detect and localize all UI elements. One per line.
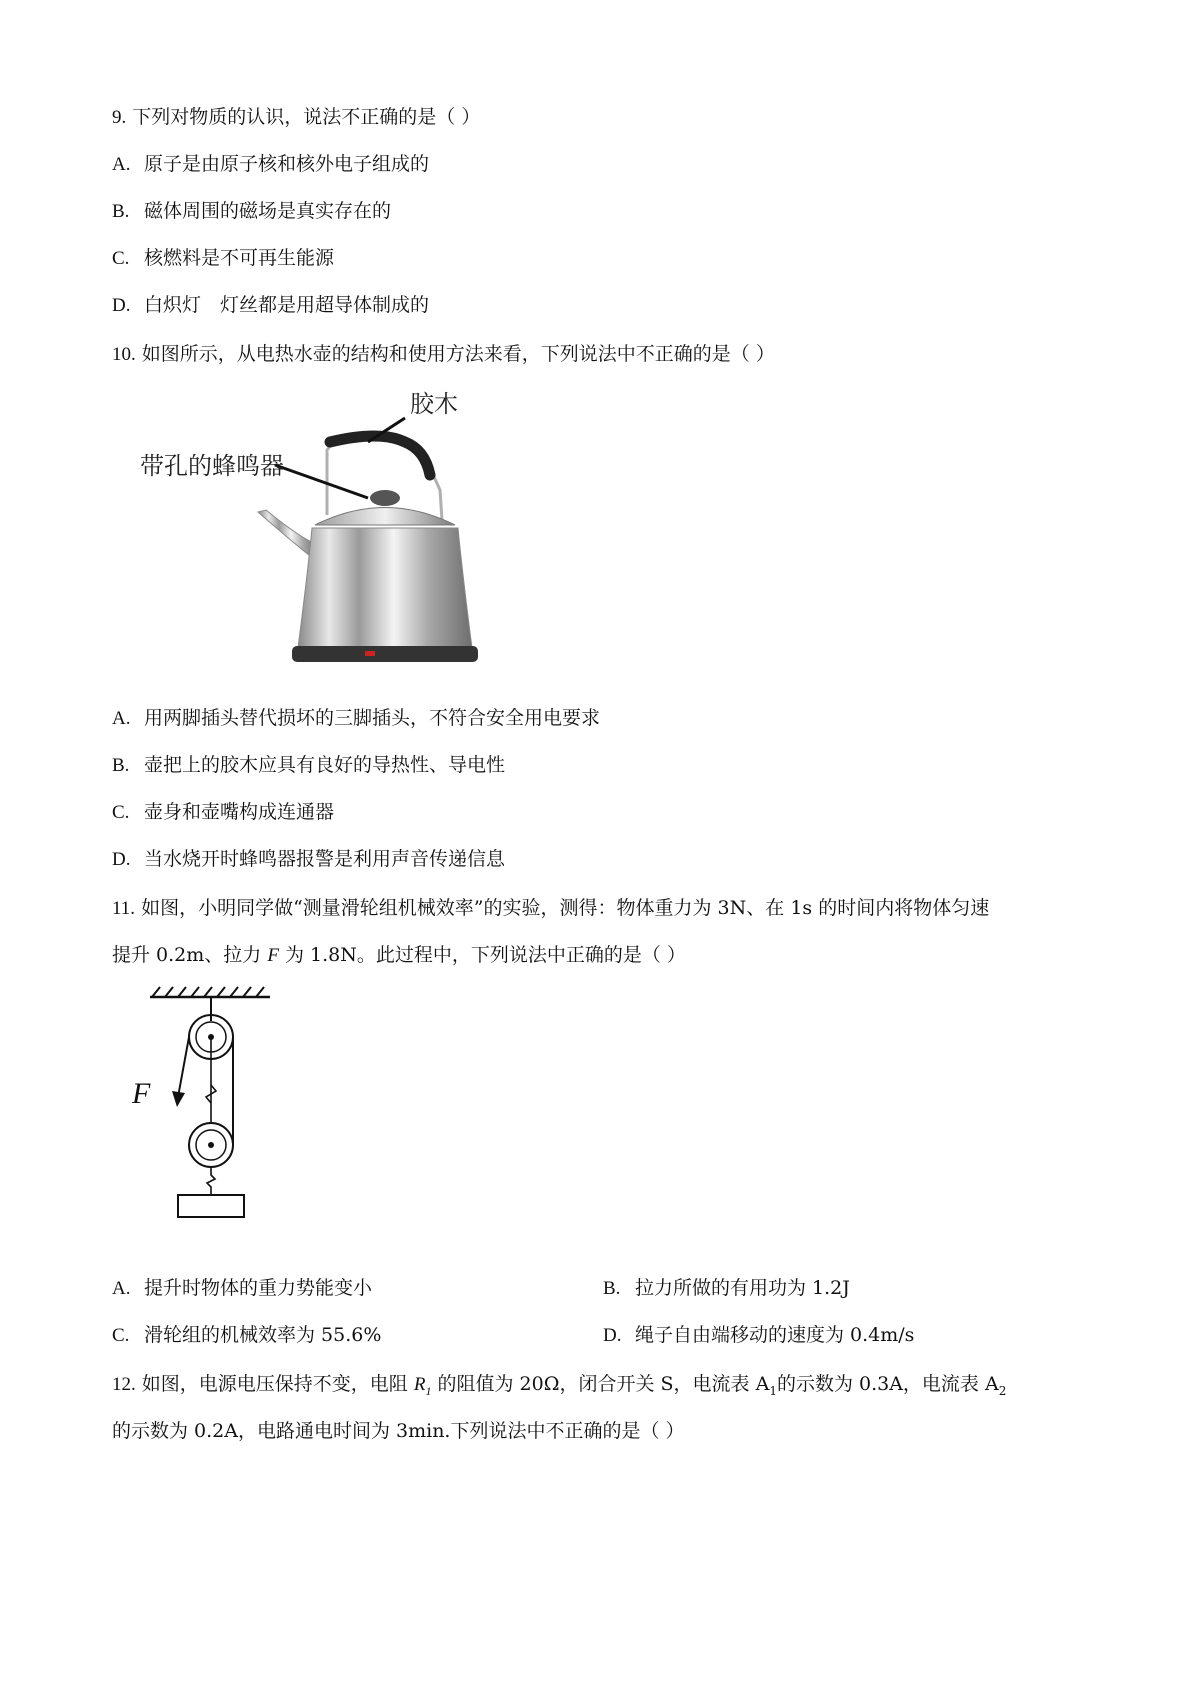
q11-option-c: C. 滑轮组的机械效率为 55.6% [112, 1324, 382, 1346]
q11-stem-line2: 提升 0.2m、拉力 F 为 1.8N。此过程中，下列说法中正确的是（ ） [112, 944, 686, 966]
resistor-variable: $R_1$ [413, 1374, 432, 1398]
load-spring [207, 1167, 215, 1195]
q9-number: 9. [112, 107, 127, 128]
q9-option-d: D. 白炽灯 灯丝都是用超导体制成的 [112, 294, 430, 316]
q11-option-a: A. 提升时物体的重力势能变小 [112, 1277, 373, 1299]
force-arrow-head [172, 1091, 185, 1107]
q9-option-b: B. 磁体周围的磁场是真实存在的 [112, 200, 392, 222]
q12-number: 12. [112, 1374, 136, 1395]
q10-option-a: A. 用两脚插头替代损坏的三脚插头，不符合安全用电要求 [112, 707, 601, 729]
pulley-figure [120, 985, 280, 1225]
q10-number: 10. [112, 344, 136, 365]
q9-option-a: A. 原子是由原子核和核外电子组成的 [112, 153, 430, 175]
kettle-body [298, 528, 472, 648]
q12-line1: 12. 如图，电源电压保持不变，电阻 $R_1$ 的阻值为 20Ω，闭合开关 S，电流表 $A_1$的示数为 0.3A，电流表 $A_2$ [112, 1373, 1007, 1398]
kettle-lid [315, 508, 455, 526]
label-handle: 胶木 [410, 391, 458, 418]
movable-pulley-axle [208, 1142, 214, 1148]
q11-number: 11. [112, 898, 136, 919]
q11-option-d: D. 绳子自由端移动的速度为 0.4m/s [603, 1324, 915, 1346]
label-buzzer: 带孔的蜂鸣器 [140, 453, 284, 480]
q11-option-b: B. 拉力所做的有用功为 1.2J [603, 1277, 850, 1299]
q10-stem-text: 如图所示，从电热水壶的结构和使用方法来看，下列说法中不正确的是（ ） [141, 343, 775, 365]
q10-option-d: D. 当水烧开时蜂鸣器报警是利用声音传递信息 [112, 848, 506, 870]
bakelite-handle [330, 436, 430, 475]
kettle-base [292, 646, 478, 662]
q11-stem-line1: 11. 如图，小明同学做“测量滑轮组机械效率”的实验，测得：物体重力为 3N、在 1s 的时间内将物体匀速 [112, 897, 990, 919]
q10-option-b: B. 壶把上的胶木应具有良好的导热性、导电性 [112, 754, 506, 776]
q9-option-c: C. 核燃料是不可再生能源 [112, 247, 335, 269]
q10-stem [112, 342, 775, 367]
ceiling-hatch [152, 987, 264, 997]
q10-option-c: C. 壶身和壶嘴构成连通器 [112, 801, 335, 823]
handle-wire-left [327, 440, 335, 515]
q12-line2: 的示数为 0.2A，电路通电时间为 3min.下列说法中不正确的是（ ） [112, 1420, 685, 1442]
rope-free-end [178, 1037, 189, 1097]
force-label: F [132, 1077, 151, 1110]
buzzer-knob [370, 490, 400, 506]
kettle-figure [140, 391, 510, 670]
load-block [178, 1195, 244, 1217]
q9-stem [112, 105, 480, 130]
force-variable: F [267, 945, 279, 966]
buzzer-pointer-line [275, 465, 368, 498]
q9-stem-text: 下列对物质的认识，说法不正确的是（ ） [132, 106, 481, 128]
base-indicator [365, 651, 375, 656]
